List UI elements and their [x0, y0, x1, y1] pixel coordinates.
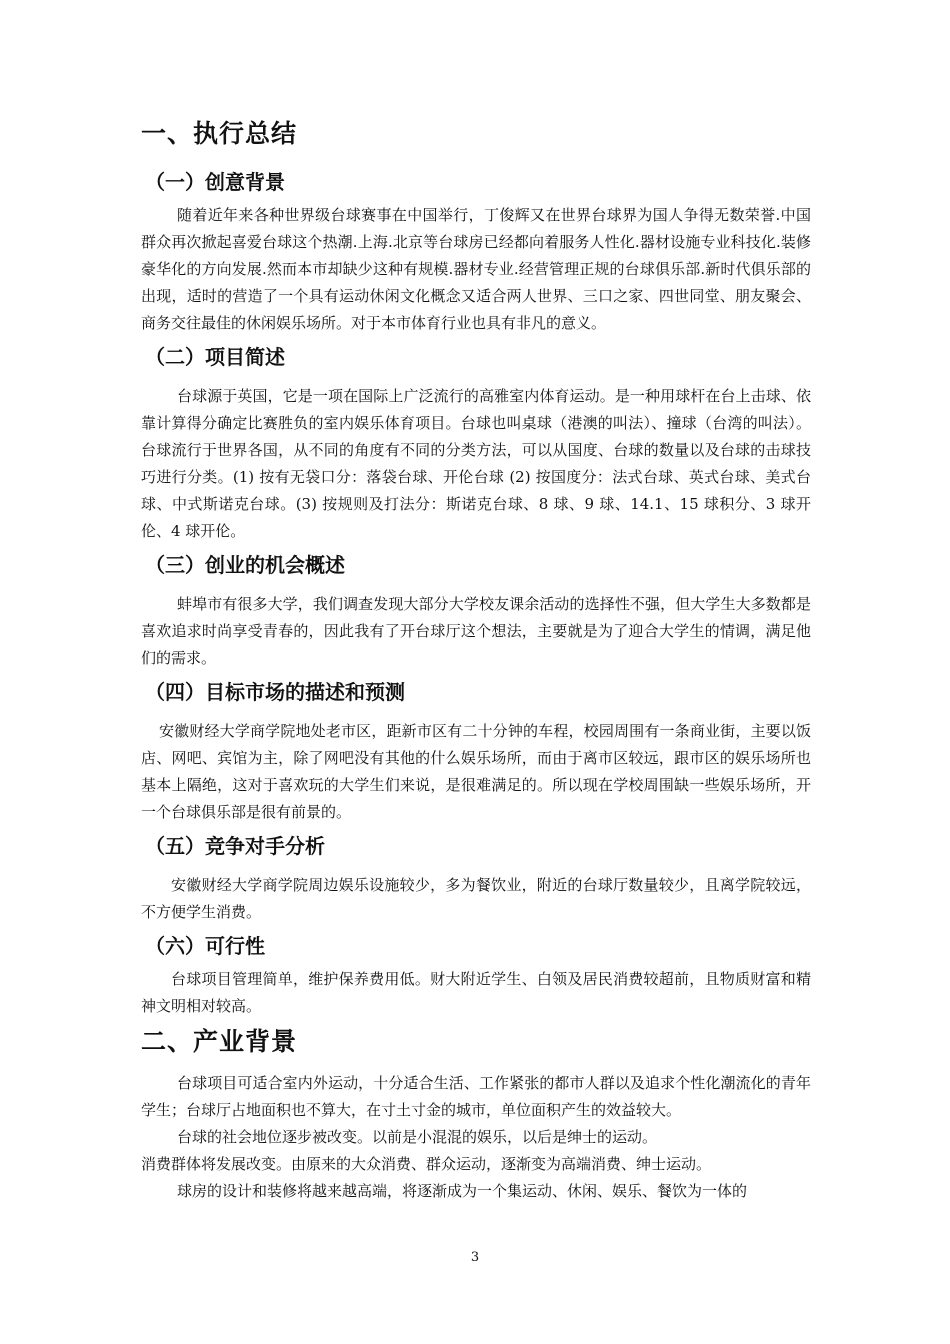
paragraph-feasibility: 台球项目管理简单，维护保养费用低。财大附近学生、白领及居民消费较超前，且物质财富和精神文明相对较高。: [141, 970, 811, 1015]
paragraph-competitor-analysis: 安徽财经大学商学院周边娱乐设施较少，多为餐饮业，附近的台球厅数量较少，且离学院较远，不方便学生消费。: [141, 876, 811, 921]
subsection-title-opportunity: （三）创业的机会概述: [145, 553, 345, 577]
section-title-industry-background: 二、产业背景: [141, 1027, 298, 1056]
subsection-title-creative-background: （一）创意背景: [145, 170, 285, 194]
page-number: 3: [470, 1250, 480, 1265]
subsection-title-target-market: （四）目标市场的描述和预测: [145, 680, 405, 704]
subsection-title-project-overview: （二）项目简述: [145, 345, 285, 369]
subsection-title-competitor-analysis: （五）竞争对手分析: [145, 834, 325, 858]
paragraph-industry-2: 台球的社会地位逐步被改变。以前是小混混的娱乐，以后是绅士的运动。: [177, 1128, 658, 1146]
paragraph-industry-1: 台球项目可适合室内外运动，十分适合生活、工作紧张的都市人群以及追求个性化潮流化的青年学生；台球厅占地面积也不算大，在寸土寸金的城市，单位面积产生的效益较大。: [141, 1074, 811, 1119]
section-title-executive-summary: 一、执行总结: [141, 119, 298, 148]
paragraph-target-market: 安徽财经大学商学院地处老市区，距新市区有二十分钟的车程，校园周围有一条商业街，主要以饭店、网吧、宾馆为主，除了网吧没有其他的什么娱乐场所，而由于离市区较远，跟市区的娱乐场所也基本上隔绝，这对于喜欢玩的大学生们来说，是很难满足的。所以现在学校周围缺一些娱乐场所，开一个台球俱乐部是很有前景的。: [141, 722, 811, 821]
page-content: [141, 112, 811, 1205]
paragraph-opportunity: 蚌埠市有很多大学，我们调查发现大部分大学校友课余活动的选择性不强，但大学生大多数都是喜欢追求时尚享受青春的，因此我有了开台球厅这个想法，主要就是为了迎合大学生的情调，满足他们的需求。: [141, 595, 811, 667]
paragraph-industry-4: 球房的设计和装修将越来越高端，将逐渐成为一个集运动、休闲、娱乐、餐饮为一体的: [177, 1182, 748, 1200]
paragraph-project-overview: 台球源于英国，它是一项在国际上广泛流行的高雅室内体育运动。是一种用球杆在台上击球、依靠计算得分确定比赛胜负的室内娱乐体育项目。台球也叫桌球（港澳的叫法）、撞球（台湾的叫法）。台球流行于世界各国，从不同的角度有不同的分类方法，可以从国度、台球的数量以及台球的击球技巧进行分类。(1) 按有无袋口分：落袋台球、开伦台球 (2) 按国度分：法式台球、英式台球、美式台球、中式斯诺克台球。(3) 按规则及打法分：斯诺克台球、8 球、9 球、14.1、15 球积分、3 球开伦、4 球开伦。: [141, 387, 811, 540]
paragraph-industry-3: 消费群体将发展改变。由原来的大众消费、群众运动，逐渐变为高端消费、绅士运动。: [141, 1155, 712, 1173]
paragraph-creative-background: 随着近年来各种世界级台球赛事在中国举行，丁俊辉又在世界台球界为国人争得无数荣誉.中国群众再次掀起喜爱台球这个热潮.上海.北京等台球房已经都向着服务人性化.器材设施专业科技化.装修豪华化的方向发展.然而本市却缺少这种有规模.器材专业.经营管理正规的台球俱乐部.新时代俱乐部的出现，适时的营造了一个具有运动休闲文化概念又适合两人世界、三口之家、四世同堂、朋友聚会、商务交往最佳的休闲娱乐场所。对于本市体育行业也具有非凡的意义。: [141, 206, 811, 332]
subsection-title-feasibility: （六）可行性: [145, 934, 265, 958]
